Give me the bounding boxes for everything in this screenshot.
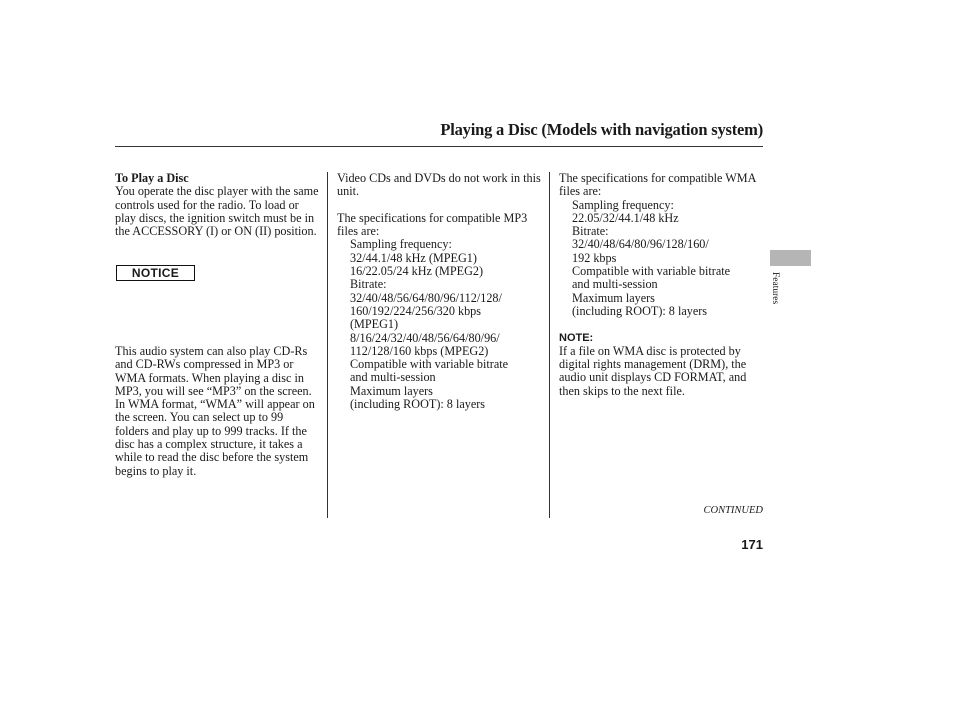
section-side-label: Features bbox=[770, 272, 780, 305]
spec-line: Compatible with variable bitrate bbox=[350, 357, 509, 372]
notice-label: NOTICE bbox=[116, 265, 195, 281]
column-1 bbox=[115, 172, 320, 238]
page-number: 171 bbox=[741, 537, 763, 552]
intro-paragraph: You operate the disc player with the same controls used for the radio. To load or play discs, the ignition switch must be in the ACCESSORY (I) or ON (II) position. bbox=[115, 184, 319, 239]
note-paragraph: If a file on WMA disc is protected by digital rights management (DRM), the audio unit displays CD FORMAT, and then skips to the next file. bbox=[559, 343, 747, 398]
spec-line: Sampling frequency: bbox=[350, 237, 452, 252]
spec-line: Maximum layers bbox=[350, 383, 433, 398]
mp3-wma-paragraph: This audio system can also play CD-Rs and CD-RWs compressed in MP3 or WMA formats. When playing a disc in MP3, you will see “MP3” on the screen. In WMA format, “WMA” will appear on the screen. You can select up to 99 folders and play up to 999 tracks. If the disc has a complex structure, it takes a while to read the disc before the system begins to play it. bbox=[115, 344, 315, 478]
spec-line: Maximum layers bbox=[572, 290, 655, 305]
spec-line: and multi-session bbox=[350, 370, 436, 385]
column-2 bbox=[337, 172, 543, 411]
spec-line: Sampling frequency: bbox=[572, 197, 674, 212]
column-3 bbox=[559, 172, 769, 398]
column-divider-1 bbox=[327, 172, 328, 518]
video-cd-paragraph: Video CDs and DVDs do not work in this unit. bbox=[337, 171, 541, 199]
spec-line: and multi-session bbox=[572, 277, 658, 292]
spec-line: 32/40/48/64/80/96/128/160/ bbox=[572, 237, 709, 252]
spec-line: (MPEG1) bbox=[350, 317, 399, 332]
spec-line: 32/40/48/56/64/80/96/112/128/ bbox=[350, 290, 502, 305]
mp3-spec-list bbox=[337, 238, 543, 411]
header-rule bbox=[115, 146, 763, 147]
mp3-spec-intro: The specifications for compatible MP3 files are: bbox=[337, 210, 528, 239]
wma-spec-list bbox=[559, 199, 769, 319]
column-1-lower bbox=[115, 345, 320, 478]
spec-line: 16/22.05/24 kHz (MPEG2) bbox=[350, 264, 484, 279]
spec-line: Bitrate: bbox=[572, 224, 609, 239]
spec-line: 160/192/224/256/320 kbps bbox=[350, 303, 482, 318]
page-title: Playing a Disc (Models with navigation system) bbox=[440, 120, 763, 139]
spec-line: (including ROOT): 8 layers bbox=[572, 303, 708, 318]
note-heading: NOTE: bbox=[559, 331, 594, 344]
spec-line: 192 kbps bbox=[572, 250, 617, 265]
spec-line: 8/16/24/32/40/48/56/64/80/96/ bbox=[350, 330, 500, 345]
spec-line: 112/128/160 kbps (MPEG2) bbox=[350, 343, 489, 358]
wma-spec-intro: The specifications for compatible WMA files are: bbox=[559, 171, 756, 199]
continued-label: CONTINUED bbox=[703, 505, 763, 516]
section-heading: To Play a Disc bbox=[115, 171, 189, 185]
spec-line: Bitrate: bbox=[350, 277, 387, 292]
column-divider-2 bbox=[549, 172, 550, 518]
spec-line: 22.05/32/44.1/48 kHz bbox=[572, 210, 679, 225]
spec-line: (including ROOT): 8 layers bbox=[350, 397, 486, 412]
spec-line: Compatible with variable bitrate bbox=[572, 264, 731, 279]
spec-line: 32/44.1/48 kHz (MPEG1) bbox=[350, 250, 477, 265]
section-tab bbox=[770, 250, 811, 266]
